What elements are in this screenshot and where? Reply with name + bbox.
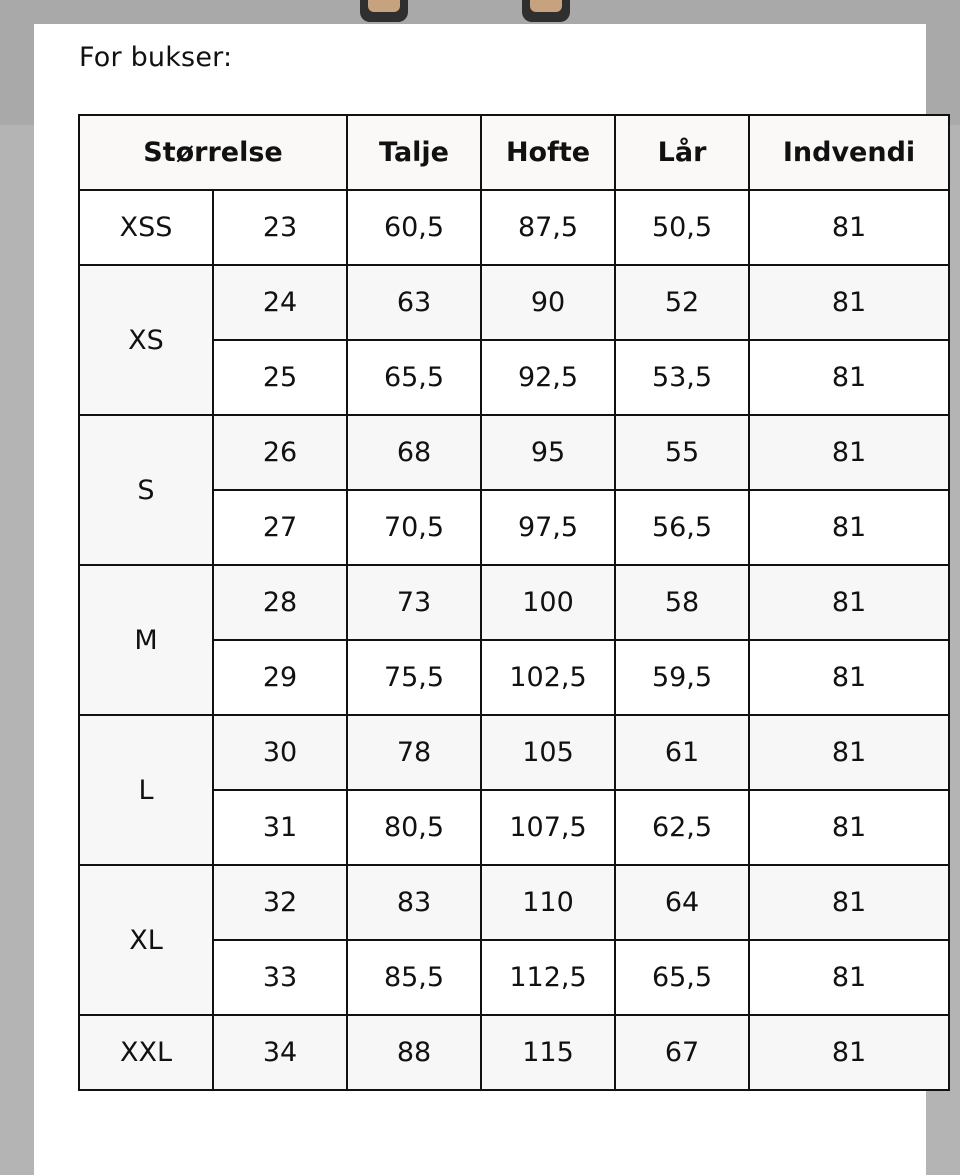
size-label-cell: L xyxy=(79,715,213,865)
header-waist: Talje xyxy=(347,115,481,190)
waist-cell: 63 xyxy=(347,265,481,340)
inseam-cell: 81 xyxy=(749,490,949,565)
inseam-cell: 81 xyxy=(749,865,949,940)
thigh-cell: 64 xyxy=(615,865,749,940)
header-hip: Hofte xyxy=(481,115,615,190)
waist-cell: 65,5 xyxy=(347,340,481,415)
hip-cell: 115 xyxy=(481,1015,615,1090)
hip-cell: 90 xyxy=(481,265,615,340)
thigh-cell: 58 xyxy=(615,565,749,640)
shoe-left-image xyxy=(360,0,408,22)
waist-cell: 70,5 xyxy=(347,490,481,565)
table-row xyxy=(79,1015,949,1090)
size-label-cell: M xyxy=(79,565,213,715)
hip-cell: 112,5 xyxy=(481,940,615,1015)
thigh-cell: 52 xyxy=(615,265,749,340)
inseam-cell: 81 xyxy=(749,640,949,715)
thigh-cell: 59,5 xyxy=(615,640,749,715)
waist-cell: 78 xyxy=(347,715,481,790)
size-label-cell: S xyxy=(79,415,213,565)
waist-cell: 68 xyxy=(347,415,481,490)
shoe-right-image xyxy=(522,0,570,22)
size-number-cell: 31 xyxy=(213,790,347,865)
thigh-cell: 61 xyxy=(615,715,749,790)
hip-cell: 97,5 xyxy=(481,490,615,565)
inseam-cell: 81 xyxy=(749,1015,949,1090)
size-label-cell: XS xyxy=(79,265,213,415)
size-number-cell: 27 xyxy=(213,490,347,565)
size-number-cell: 28 xyxy=(213,565,347,640)
thigh-cell: 55 xyxy=(615,415,749,490)
thigh-cell: 50,5 xyxy=(615,190,749,265)
inseam-cell: 81 xyxy=(749,940,949,1015)
header-inseam: Indvendi xyxy=(749,115,949,190)
size-table-scroll-area[interactable] xyxy=(78,114,916,1124)
size-number-cell: 30 xyxy=(213,715,347,790)
header-size: Størrelse xyxy=(79,115,347,190)
table-row xyxy=(79,265,949,340)
size-number-cell: 25 xyxy=(213,340,347,415)
inseam-cell: 81 xyxy=(749,415,949,490)
inseam-cell: 81 xyxy=(749,715,949,790)
size-label-cell: XXL xyxy=(79,1015,213,1090)
thigh-cell: 53,5 xyxy=(615,340,749,415)
waist-cell: 80,5 xyxy=(347,790,481,865)
section-title: For bukser: xyxy=(79,42,233,73)
waist-cell: 85,5 xyxy=(347,940,481,1015)
table-row xyxy=(79,415,949,490)
hip-cell: 102,5 xyxy=(481,640,615,715)
hip-cell: 107,5 xyxy=(481,790,615,865)
size-number-cell: 26 xyxy=(213,415,347,490)
size-guide-panel xyxy=(34,24,926,1175)
size-number-cell: 29 xyxy=(213,640,347,715)
hip-cell: 87,5 xyxy=(481,190,615,265)
waist-cell: 75,5 xyxy=(347,640,481,715)
table-row xyxy=(79,715,949,790)
hip-cell: 100 xyxy=(481,565,615,640)
header-thigh: Lår xyxy=(615,115,749,190)
size-number-cell: 33 xyxy=(213,940,347,1015)
thigh-cell: 62,5 xyxy=(615,790,749,865)
size-table xyxy=(78,114,950,1091)
size-number-cell: 32 xyxy=(213,865,347,940)
size-label-cell: XSS xyxy=(79,190,213,265)
waist-cell: 60,5 xyxy=(347,190,481,265)
waist-cell: 88 xyxy=(347,1015,481,1090)
table-header-row xyxy=(79,115,949,190)
size-number-cell: 23 xyxy=(213,190,347,265)
thigh-cell: 67 xyxy=(615,1015,749,1090)
size-number-cell: 34 xyxy=(213,1015,347,1090)
inseam-cell: 81 xyxy=(749,790,949,865)
thigh-cell: 65,5 xyxy=(615,940,749,1015)
size-number-cell: 24 xyxy=(213,265,347,340)
inseam-cell: 81 xyxy=(749,190,949,265)
inseam-cell: 81 xyxy=(749,265,949,340)
waist-cell: 83 xyxy=(347,865,481,940)
table-row xyxy=(79,190,949,265)
thigh-cell: 56,5 xyxy=(615,490,749,565)
table-row xyxy=(79,865,949,940)
hip-cell: 92,5 xyxy=(481,340,615,415)
size-label-cell: XL xyxy=(79,865,213,1015)
inseam-cell: 81 xyxy=(749,340,949,415)
inseam-cell: 81 xyxy=(749,565,949,640)
table-row xyxy=(79,565,949,640)
hip-cell: 105 xyxy=(481,715,615,790)
waist-cell: 73 xyxy=(347,565,481,640)
hip-cell: 95 xyxy=(481,415,615,490)
hip-cell: 110 xyxy=(481,865,615,940)
